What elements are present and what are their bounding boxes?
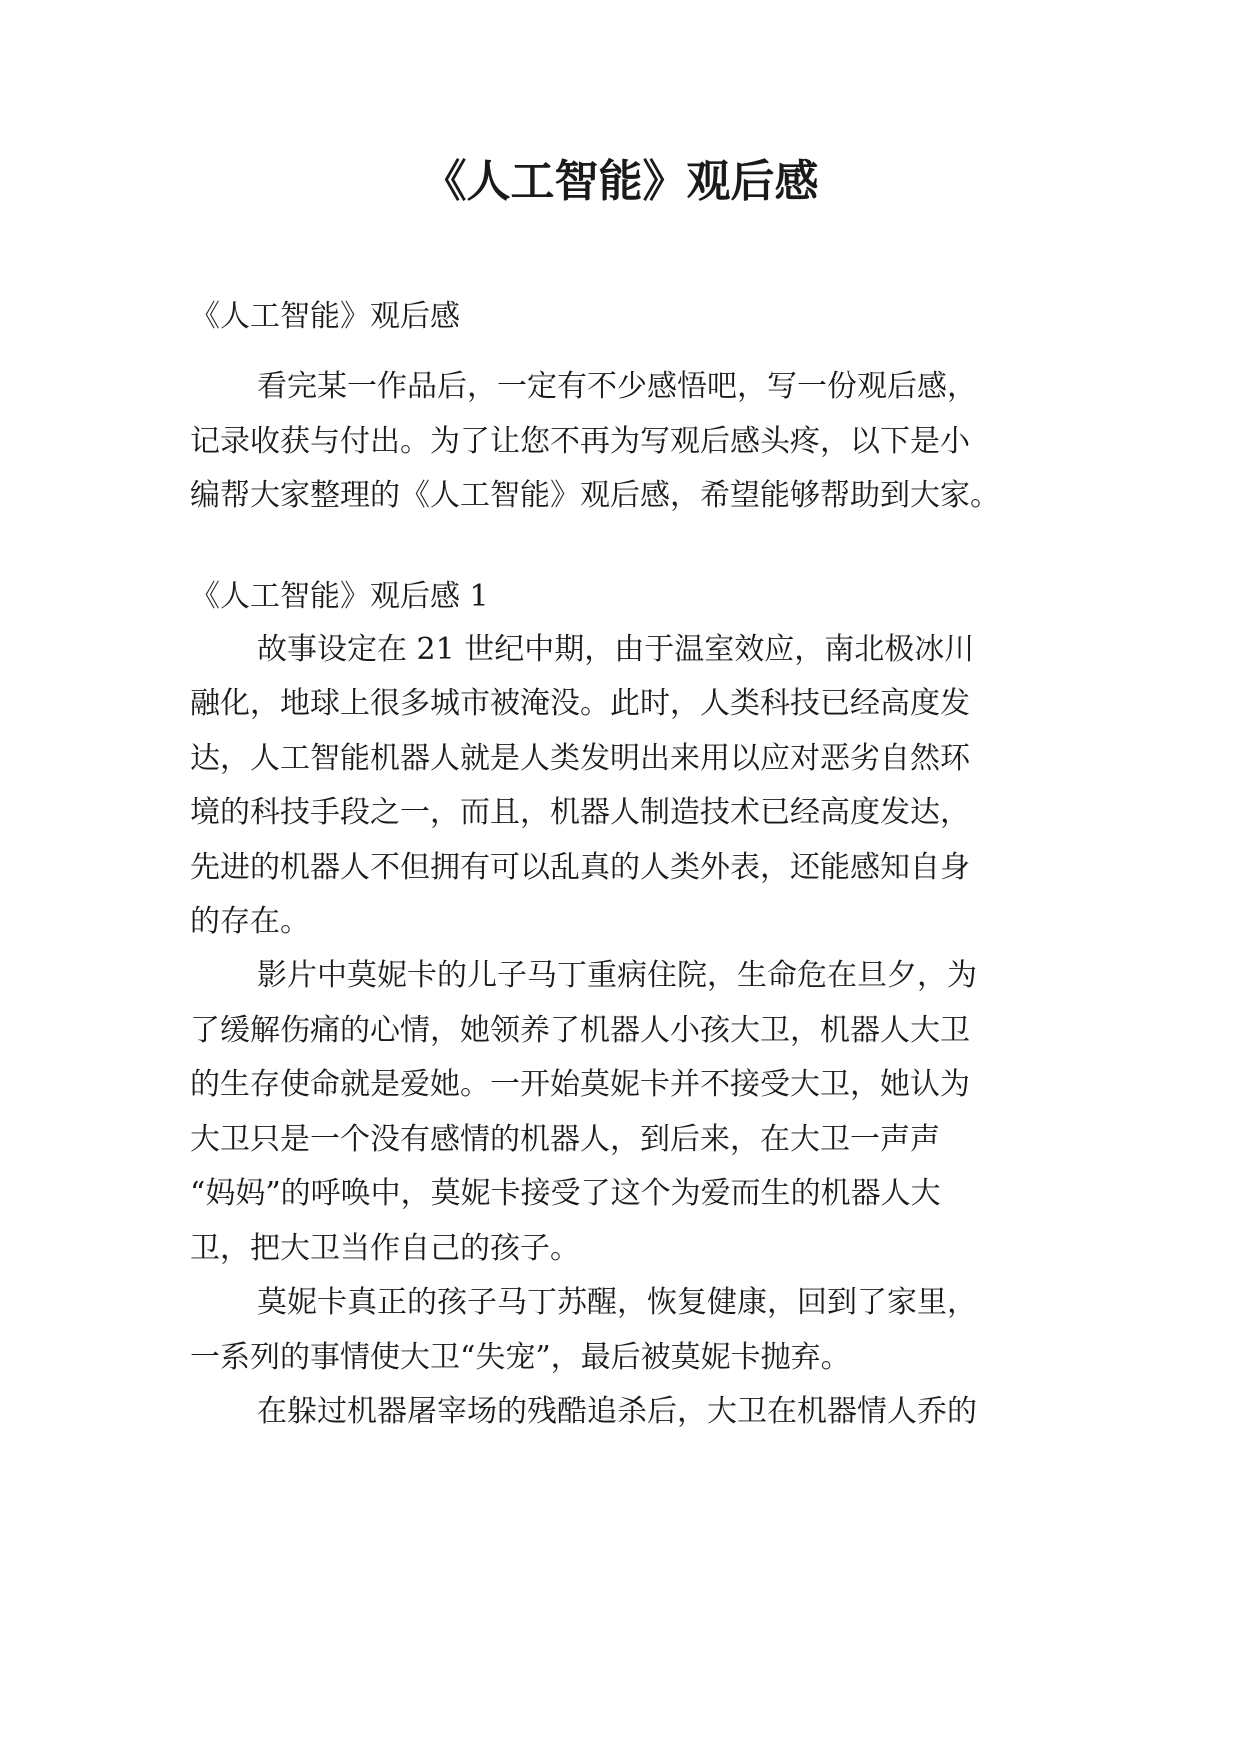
paragraph-line: 的生存使命就是爱她。一开始莫妮卡并不接受大卫，她认为 [190,1067,970,1102]
paragraph-line: 故事设定在 21 世纪中期，由于温室效应，南北极冰川 [257,632,975,667]
intro-line: 编帮大家整理的《人工智能》观后感，希望能够帮助到大家。 [190,478,1000,513]
paragraph-line: 了缓解伤痛的心情，她领养了机器人小孩大卫，机器人大卫 [190,1013,970,1048]
paragraph-line: 莫妮卡真正的孩子马丁苏醒，恢复健康，回到了家里， [257,1285,977,1320]
paragraph-line: 的存在。 [190,904,310,939]
paragraph-line: 先进的机器人不但拥有可以乱真的人类外表，还能感知自身 [190,850,970,885]
document-title: 《人工智能》观后感 [422,156,819,207]
paragraph-line: 在躲过机器屠宰场的残酷追杀后，大卫在机器情人乔的 [257,1394,977,1429]
paragraph-line: 卫，把大卫当作自己的孩子。 [190,1231,580,1266]
document-subtitle: 《人工智能》观后感 [190,299,460,334]
paragraph-line: 一系列的事情使大卫“失宠”，最后被莫妮卡抛弃。 [190,1340,851,1375]
paragraph-line: 融化，地球上很多城市被淹没。此时，人类科技已经高度发 [190,686,970,721]
intro-line: 看完某一作品后，一定有不少感悟吧，写一份观后感， [257,369,977,404]
paragraph-line: 大卫只是一个没有感情的机器人，到后来，在大卫一声声 [190,1122,940,1157]
paragraph-line: “妈妈”的呼唤中，莫妮卡接受了这个为爱而生的机器人大 [190,1176,941,1211]
paragraph-line: 影片中莫妮卡的儿子马丁重病住院，生命危在旦夕，为 [257,958,977,993]
section-heading: 《人工智能》观后感 1 [190,579,489,614]
paragraph-line: 达，人工智能机器人就是人类发明出来用以应对恶劣自然环 [190,741,970,776]
paragraph-line: 境的科技手段之一，而且，机器人制造技术已经高度发达， [190,795,970,830]
intro-line: 记录收获与付出。为了让您不再为写观后感头疼，以下是小 [190,424,970,459]
